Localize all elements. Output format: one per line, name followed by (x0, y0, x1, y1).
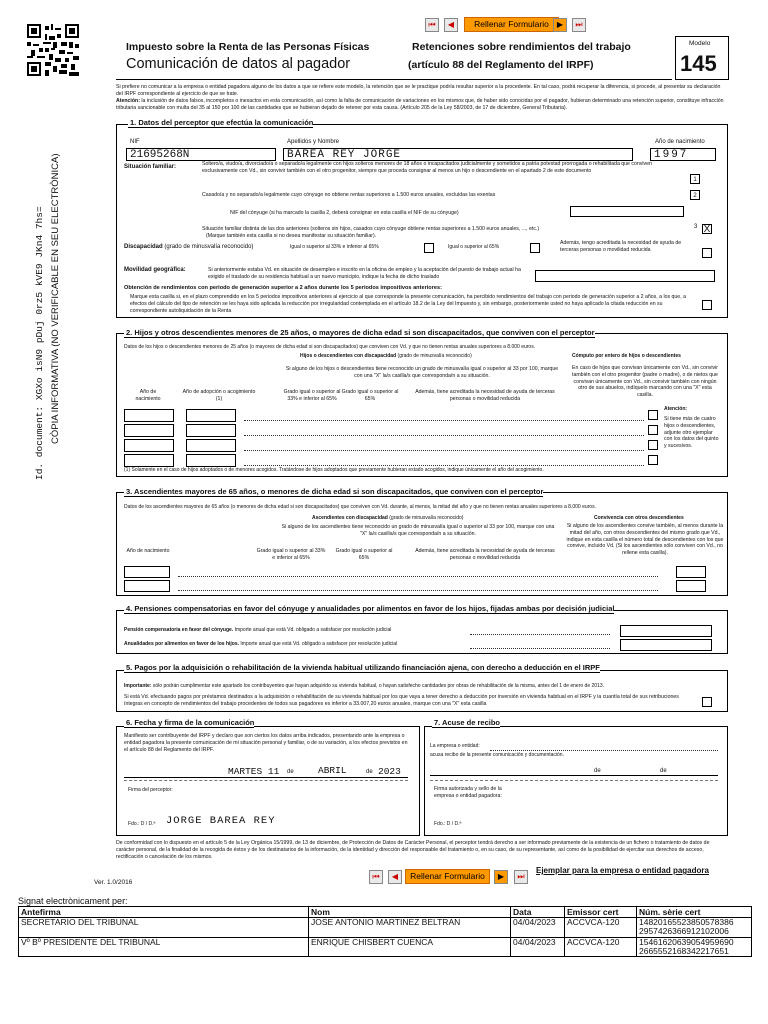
intro-paragraph: Si prefiere no comunicar a la empresa o entidad pagadora alguno de los datos a que se refiere este modelo, la retención que se le practique podría resultar superior a la procedente. En tal caso, podrá recuperar la diferencia, si procede, al presentar su declaración del IRPF correspondiente al ejercicio de que se trate. (116, 84, 721, 97)
family-option-2: Casado/a y no separado/a legalmente cuyo cónyuge no obtiene rentas superiores a 1.500 euros anuales, excluidas las exentas (202, 192, 496, 198)
alimony-field[interactable] (620, 639, 712, 651)
child-whole-4[interactable] (648, 455, 658, 465)
prev-income-box[interactable] (702, 300, 712, 310)
child-adopt-2[interactable] (186, 424, 236, 437)
nif-label: NIF (130, 139, 140, 145)
children-whole-head: Cómputo por entero de hijos o descendientes (572, 353, 681, 359)
header-article: (artículo 88 del Reglamento del IRPF) (408, 59, 594, 71)
ack-text: acusa recibo de la presente comunicación y documentación. (430, 752, 564, 758)
pension-text: Importe anual que está Vd. obligado a satisfacer por resolución judicial (233, 627, 392, 633)
section-4-title: 4. Pensiones compensatorias en favor del cónyuge y anualidades por alimentos en favor de los hijos, fijadas ambas por decisión judicial (126, 604, 615, 613)
sig-emissor: ACCVCA-120 (565, 937, 637, 957)
alimony-text: Importe anual que está Vd. obligado a satisfacer por resolución judicial (239, 641, 398, 647)
section-2-title: 2. Hijos y otros descendientes menores de 25 años, o mayores de dicha edad si son discapacitados, que conviven con el perceptor (126, 328, 595, 337)
asc-disability-head (312, 516, 463, 522)
housing-important-label: Importante: (124, 683, 152, 689)
alimony-row (124, 642, 397, 648)
pension-dots (470, 634, 610, 635)
asc-col-b: Grado igual o superior al 65% (335, 548, 393, 561)
alimony-dots (470, 648, 610, 649)
disability-note: (grado de minusvalía reconocido) (164, 244, 254, 250)
sign-year: 2023 (378, 766, 401, 777)
sig-col-nom: Nom (309, 907, 511, 918)
housing-important-text: sólo podrán cumplimentar este apartado los contribuyentes que hayan adquirido su vivienda habitual, o hayan satisfecho cantidades por obras de rehabilitación de la misma, antes del 1 de enero de 2013. (151, 683, 605, 689)
asc-other-sub: Si alguno de los ascendientes convive también, al menos durante la mitad del año, con otros descendientes del mismo grado que Vd., indique en esta casilla el número total de descendientes con los que convive, incluido Vd. (Si los ascendientes sólo conviven con Vd., no rellene esta casilla). (566, 523, 724, 556)
pension-row (124, 628, 391, 634)
signatures-header-row (19, 907, 752, 918)
spouse-nif-field[interactable] (570, 206, 684, 217)
family-1-number: 1 (693, 177, 697, 183)
section-3-intro: Datos de los ascendientes mayores de 65 años (o menores de dicha edad si son discapacitados) que conviven con Vd. durante, al menos, la mitad del año y que no tienen rentas anuales superiores a 8.000 euros. (124, 504, 596, 510)
next-page-icon[interactable]: ▶ (553, 18, 567, 32)
asc-col-c: Además, tiene acreditada la necesidad de ayuda de terceras personas o movilidad reducida (415, 548, 555, 561)
asc-disability-title: Ascendientes con discapacidad (312, 515, 388, 521)
modelo-label: Modelo (689, 40, 711, 47)
prev-income-label: Obtención de rendimientos con periodo de generación superior a 2 años durante los 5 periodos impositivos anteriores: (124, 285, 442, 291)
birth-field[interactable] (650, 148, 716, 161)
children-disability-title: Hijos o descendientes con discapacidad (300, 353, 397, 359)
attention-label: Atención: (116, 98, 140, 104)
sig-emissor: ACCVCA-120 (565, 918, 637, 938)
nif-field[interactable] (126, 148, 276, 161)
signer-fdo: Fdo.: D / D.ª (128, 821, 156, 827)
section-6-title: 6. Fecha y firma de la comunicación (126, 718, 255, 727)
copy-for-label: Ejemplar para la empresa o entidad pagadora (536, 866, 709, 875)
prev-income-text: Marque esta casilla si, en el plazo comprendido en los 5 periodos impositivos anteriores al ejercicio al que corresponde la presente comunicación, ha percibido rendimientos del trabajo con periodo de generación superior a 2 años, a los que, a efectos del cálculo del tipo de retención se les haya sido aplicada la reducción por irregularidad contemplada en el artículo 18.2 de la Ley del Impuesto y, sin embargo, posteriormente usted no haya aplicado la citada reducción en su correspondiente autoliquidación de la Renta (130, 294, 686, 314)
signatures-title: Signat electrònicament per: (18, 896, 128, 906)
last-page-icon-bottom[interactable]: ⏭ (514, 870, 528, 884)
asc-other-head: Convivencia con otros descendientes (594, 515, 684, 521)
section-1-title: 1. Datos del perceptor que efectúa la comunicación (130, 118, 314, 127)
spouse-nif-label: NIF del cónyuge (si ha marcado la casilla 2, deberá consignar en esta casilla el NIF de su cónyuge) (230, 210, 459, 216)
next-page-icon-bottom[interactable]: ▶ (494, 870, 508, 884)
company-label: La empresa o entidad: (430, 743, 480, 749)
mobility-text: Si anteriormente estaba Vd. en situación de desempleo e inscrito en la oficina de empleo y la aceptación del puesto de trabajo actual ha exigido el traslado de su residencia habitual a un nuevo municipio, indique la fecha de dicho traslado (208, 267, 521, 280)
children-col-a: Grado igual o superior al 33% e inferior al 65% (283, 389, 341, 402)
disability-label: Discapacidad (124, 244, 163, 250)
table-row (19, 937, 752, 957)
fill-form-button[interactable]: Rellenar Formulario (464, 17, 559, 32)
asc-birth-1[interactable] (124, 566, 170, 578)
disability-help-label: Además, tengo acreditada la necesidad de ayuda de terceras personas o movilidad reducida (560, 240, 682, 253)
family-option-1: Soltero/a, viudo/a, divorciado/a o separado/a legalmente con hijos solteros menores de 18 años o incapacitados judicialmente y sometidos a patria potestad prorrogada o rehabilitada que conviven exclusivamente con Vd., sin convivir también con el otro progenitor, siempre que proceda consignar al menos un hijo o descendiente en el apartado 2 de este documento (202, 161, 652, 174)
family-option-3b: (Marque también esta casilla si no desea manifestar su situación familiar). (206, 233, 377, 239)
mobility-date-field[interactable] (535, 270, 715, 282)
signature-label: Firma del perceptor: (128, 787, 173, 793)
modelo-box (675, 36, 729, 80)
family-3-checked: X (703, 224, 711, 235)
attention-text: la inclusión de datos falsos, incompletos o inexactos en esta comunicación, así como la falta de comunicación de variaciones en los mismos que, de haber sido conocidas por el pagador, hubieran determinado una retención superior, constituye infracción tributaria sancionable con multa del 35 al 150 por 100 de las cantidades que se hubieran dejado de retener por esta causa. (Artículo 205 de la Ley 58/2003, de 17 de diciembre, General Tributaria). (116, 98, 724, 111)
family-3-number: 3 (694, 224, 698, 230)
child-birth-4[interactable] (124, 454, 174, 467)
qr-code (27, 24, 79, 76)
sign-de-1: de (287, 769, 294, 775)
prev-page-icon[interactable]: ◀ (444, 18, 458, 32)
first-page-icon-bottom[interactable]: ⏮ (369, 870, 383, 884)
header-title: Comunicación de datos al pagador (126, 56, 351, 72)
sig-col-serie: Núm. sèrie cert (637, 907, 752, 918)
child-adopt-1[interactable] (186, 409, 236, 422)
sig-antefirma: Vº Bº PRESIDENTE DEL TRIBUNAL (19, 937, 309, 957)
sig-col-antefirma: Antefirma (19, 907, 309, 918)
last-page-icon[interactable]: ⏭ (572, 18, 586, 32)
child-adopt-3[interactable] (186, 439, 236, 452)
sig-data: 04/04/2023 (511, 918, 565, 938)
pension-field[interactable] (620, 625, 712, 637)
name-label: Apellidos y Nombre (287, 139, 340, 145)
children-dots-3 (244, 450, 644, 451)
children-disability-head (300, 354, 472, 360)
children-col-birth: Año de nacimiento (135, 389, 161, 402)
header-withholding: Retenciones sobre rendimientos del trabajo (412, 41, 631, 53)
children-whole-sub: En caso de hijos que convivan únicamente con Vd., sin convivir también con el otro progenitor (padre o madre), o de nietos que convivan únicamente con Vd., sin convivir también con ningún otro de sus abuelos, indíquelo marcando con una "X" esta casilla. (572, 365, 718, 398)
children-col-b: Grado igual o superior al 65% (341, 389, 399, 402)
sign-de-2: de (366, 769, 373, 775)
children-attention-text: Si tiene más de cuatro hijos o descendientes, adjunte otro ejemplar con los datos del quinto y sucesivos. (664, 416, 719, 449)
disability-33-label: Igual o superior al 33% e inferior al 65% (290, 244, 379, 250)
sign-date-line (124, 777, 408, 778)
sig-data: 04/04/2023 (511, 937, 565, 957)
asc-other-2[interactable] (676, 580, 706, 592)
children-footnote: (1) Solamente en el caso de hijos adoptados o de menores acogidos. Tratándose de hijos adoptados que previamente hubieran estado acogidos, indique únicamente el año del acogimiento. (124, 467, 544, 473)
sign-day: MARTES 11 (228, 766, 280, 777)
section-5-title: 5. Pagos por la adquisición o rehabilitación de la vivienda habitual utilizando financiación ajena, con derecho a deducción en el IRPF (126, 663, 600, 672)
family-1-box[interactable] (690, 174, 700, 184)
section-2-intro: Datos de los hijos o descendientes menores de 25 años (o mayores de dicha edad si son discapacitados) que conviven con Vd. y que no tienen rentas anuales superiores a 8.000 euros. (124, 344, 536, 350)
document-id-vertical: Id. document: XGXo isN9 pDuj 0rz5 kVE9 JKn4 7hs= (34, 206, 45, 480)
housing-important (124, 684, 604, 690)
children-dots-4 (244, 465, 644, 466)
asc-other-1[interactable] (676, 566, 706, 578)
children-dots-1 (244, 420, 644, 421)
child-adopt-4[interactable] (186, 454, 236, 467)
ack-de-1: de (594, 768, 601, 774)
modelo-number: 145 (680, 51, 717, 76)
housing-text: Si está Vd. efectuando pagos por préstamos destinados a la adquisición o rehabilitación de su vivienda habitual por los que vaya a tener derecho a deducción por inversión en vivienda habitual en el IRPF y la cuantía total de sus retribuciones íntegras en concepto de rendimientos del trabajo procedentes de todos sus pagadores es inferior a 33.007,20 euros anuales, marque con una "X" esta casilla (124, 694, 679, 707)
sig-serie: 14820165523850578386 2957426366912102006 (637, 918, 752, 938)
child-birth-3[interactable] (124, 439, 174, 452)
child-birth-1[interactable] (124, 409, 174, 422)
attention-paragraph (116, 98, 728, 112)
sig-nom: JOSE ANTONIO MARTINEZ BELTRAN (309, 918, 511, 938)
company-dots (490, 750, 718, 751)
fill-form-button-bottom[interactable]: Rellenar Formulario (405, 869, 490, 884)
child-whole-2[interactable] (648, 425, 658, 435)
version: Ver. 1.0/2016 (94, 879, 133, 886)
sig-col-emissor: Emissor cert (565, 907, 637, 918)
family-option-3: Situación familiar distinta de las dos anteriores (solteros sin hijos, casados cuyo cónyuge obtiene rentas superiores a 1.500 euros anuales, ..., etc.) (202, 226, 540, 232)
mobility-label: Movilidad geográfica: (124, 267, 186, 273)
disability-row (124, 244, 253, 251)
family-3-box[interactable] (702, 224, 712, 234)
name-field[interactable] (283, 148, 633, 161)
children-col-adopt: Año de adopción o acogimiento (1) (182, 389, 256, 402)
asc-col-birth: Año de nacimiento (126, 548, 170, 554)
pension-label: Pensión compensatoria en favor del cónyuge. (124, 627, 234, 633)
disability-65-label: Igual o superior al 65% (448, 244, 500, 250)
children-dots-2 (244, 435, 644, 436)
disability-33-box[interactable] (424, 243, 434, 253)
signatures-table (18, 906, 752, 957)
header-tax: Impuesto sobre la Renta de las Personas Físicas (126, 41, 370, 53)
name-value: BAREA REY JORGE (287, 149, 402, 161)
child-birth-2[interactable] (124, 424, 174, 437)
family-2-box[interactable] (690, 190, 700, 200)
nif-value: 21695268N (130, 149, 190, 161)
company-signature-label: Firma autorizada y sello de la empresa o entidad pagadora: (434, 786, 502, 799)
family-2-number: 2 (693, 193, 697, 199)
asc-disability-note: (grado de minusvalía reconocido) (389, 515, 464, 521)
child-whole-1[interactable] (648, 410, 658, 420)
section-3-title: 3. Ascendientes mayores de 65 años, o menores de dicha edad si son discapacitados, que conviven con el perceptor (126, 487, 544, 496)
table-row (19, 918, 752, 938)
informative-copy-vertical: CÒPIA INFORMATIVA (NO VERIFICABLE EN SEU ELECTRÒNICA) (50, 153, 61, 444)
asc-birth-2[interactable] (124, 580, 170, 592)
asc-dots-1 (178, 576, 658, 577)
disability-help-box[interactable] (702, 248, 712, 258)
company-fdo: Fdo.: D / D.ª (434, 821, 462, 827)
asc-disability-sub: Si alguno de los ascendientes tiene reconocido un grado de minusvalía igual o superior al 33 por 100, marque con una "X" la/s casilla/s que corresponda/n a su situación. (281, 524, 555, 537)
ack-de-2: de (660, 768, 667, 774)
children-col-c: Además, tiene acreditada la necesidad de ayuda de terceras personas o movilidad reducida (415, 389, 555, 402)
sig-antefirma: SECRETARIO DEL TRIBUNAL (19, 918, 309, 938)
birth-label: Año de nacimiento (655, 139, 705, 145)
asc-col-a: Grado igual o superior al 33% e inferior al 65% (256, 548, 326, 561)
sign-month: ABRIL (318, 765, 347, 776)
alimony-label: Anualidades por alimentos en favor de los hijos. (124, 641, 240, 647)
children-attention-label: Atención: (664, 406, 688, 412)
asc-dots-2 (178, 590, 658, 591)
section-7-title: 7. Acuse de recibo (434, 718, 500, 727)
children-disability-sub: Si alguno de los hijos o descendientes tiene reconocido un grado de minusvalía igual o superior al 33 por 100, marque con una "X" la/s casilla/s que corresponda/n a su situación. (285, 366, 559, 379)
first-page-icon[interactable]: ⏮ (425, 18, 439, 32)
child-whole-3[interactable] (648, 440, 658, 450)
ack-date-line (430, 775, 718, 776)
sig-nom: ENRIQUE CHISBERT CUENCA (309, 937, 511, 957)
family-label: Situación familiar: (124, 164, 177, 170)
declaration-text: Manifiesto ser contribuyente del IRPF y declaro que son ciertos los datos arriba indicados, presentando ante la empresa o entidad pagadora la presente comunicación de mi situación personal y familiar, o de su variación, a los efectos previstos en el artículo 88 del Reglamento del IRPF. (124, 733, 408, 753)
signer-name: JORGE BAREA REY (166, 815, 276, 827)
birth-value: 1997 (654, 149, 689, 161)
sig-col-data: Data (511, 907, 565, 918)
disability-65-box[interactable] (530, 243, 540, 253)
sig-serie: 15461620639054959690 2665552168342217651 (637, 937, 752, 957)
privacy-text: De conformidad con lo dispuesto en el artículo 5 de la Ley Orgánica 15/1999, de 13 de diciembre, de Protección de Datos de Carácter Personal, el perceptor tendrá derecho a ser informado previamente de la existencia de un fichero o tratamiento de datos de carácter personal, de la finalidad de la recogida de éstos y de los destinatarios de la información, de la identidad y dirección del responsable del tratamiento o, en su caso, de su representante, así como de la posibilidad de ejercitar sus derechos de acceso, rectificación o cancelación de los mismos. (116, 840, 710, 860)
children-disability-note: (grado de minusvalía reconocido) (397, 353, 472, 359)
prev-page-icon-bottom[interactable]: ◀ (388, 870, 402, 884)
housing-box[interactable] (702, 697, 712, 707)
